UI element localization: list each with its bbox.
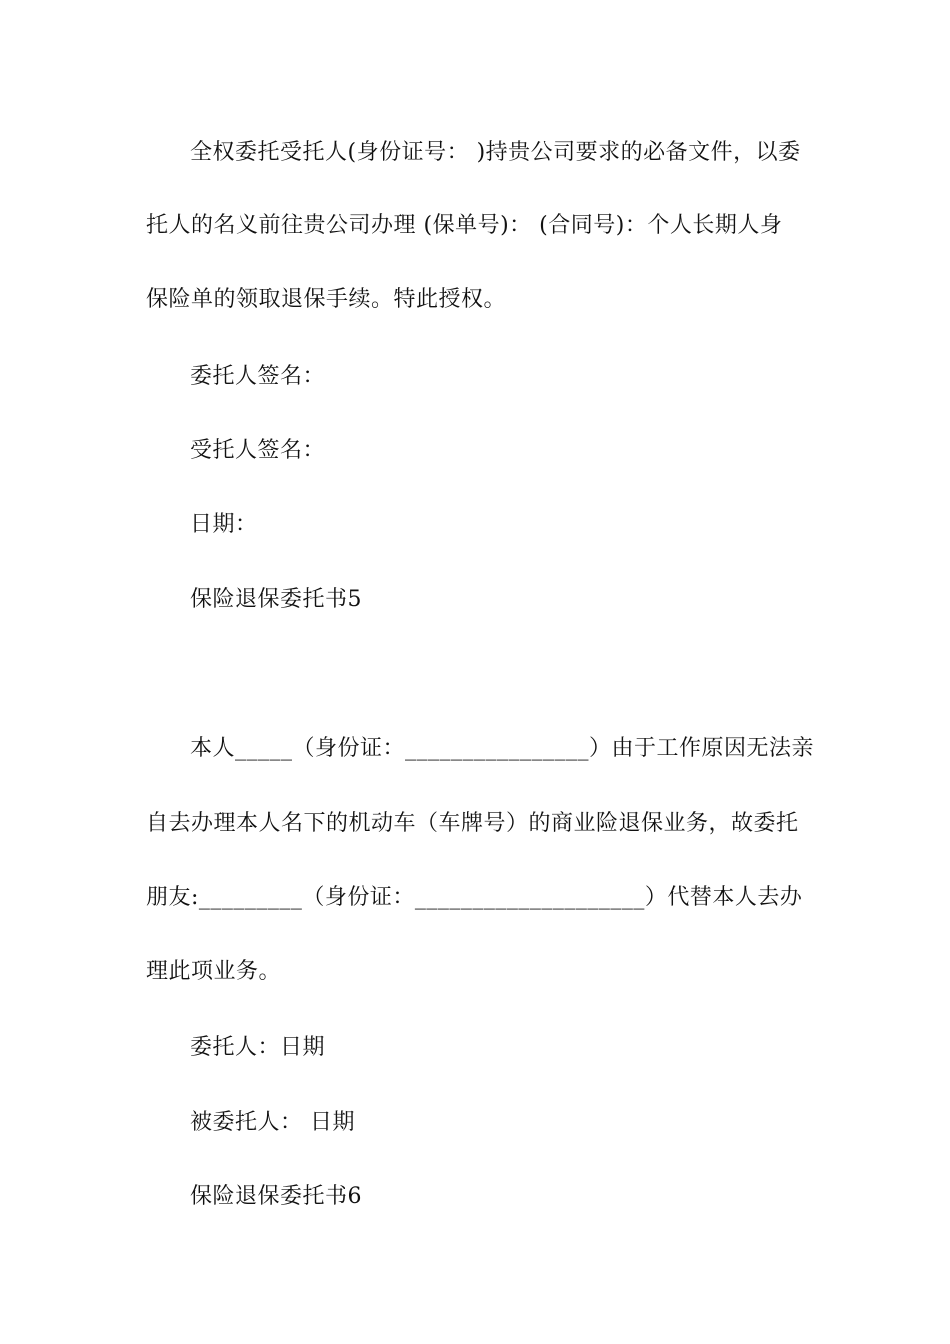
paragraph-1-line-2: 托人的名义前往贵公司办理 (保单号)： (合同号)：个人长期人身 xyxy=(146,213,783,238)
principal-date-line: 委托人：日期 xyxy=(190,1035,326,1060)
paragraph-2-line-3: 朋友:_________（身份证：____________________）代替本人去办 xyxy=(146,885,803,910)
principal-signature-label: 委托人签名： xyxy=(190,364,326,389)
agent-date-line: 被委托人： 日期 xyxy=(190,1110,355,1135)
section-heading-6: 保险退保委托书6 xyxy=(190,1184,362,1209)
paragraph-2-line-1: 本人_____（身份证：________________）由于工作原因无法亲 xyxy=(190,736,815,761)
paragraph-2-line-2: 自去办理本人名下的机动车（车牌号）的商业险退保业务，故委托 xyxy=(146,811,799,836)
section-heading-5: 保险退保委托书5 xyxy=(190,587,362,612)
paragraph-1-line-3: 保险单的领取退保手续。特此授权。 xyxy=(146,287,507,312)
paragraph-2-line-4: 理此项业务。 xyxy=(146,959,282,984)
paragraph-1-line-1: 全权委托受托人(身份证号： )持贵公司要求的必备文件，以委 xyxy=(190,140,801,165)
date-label: 日期： xyxy=(190,512,258,537)
agent-signature-label: 受托人签名： xyxy=(190,438,326,463)
